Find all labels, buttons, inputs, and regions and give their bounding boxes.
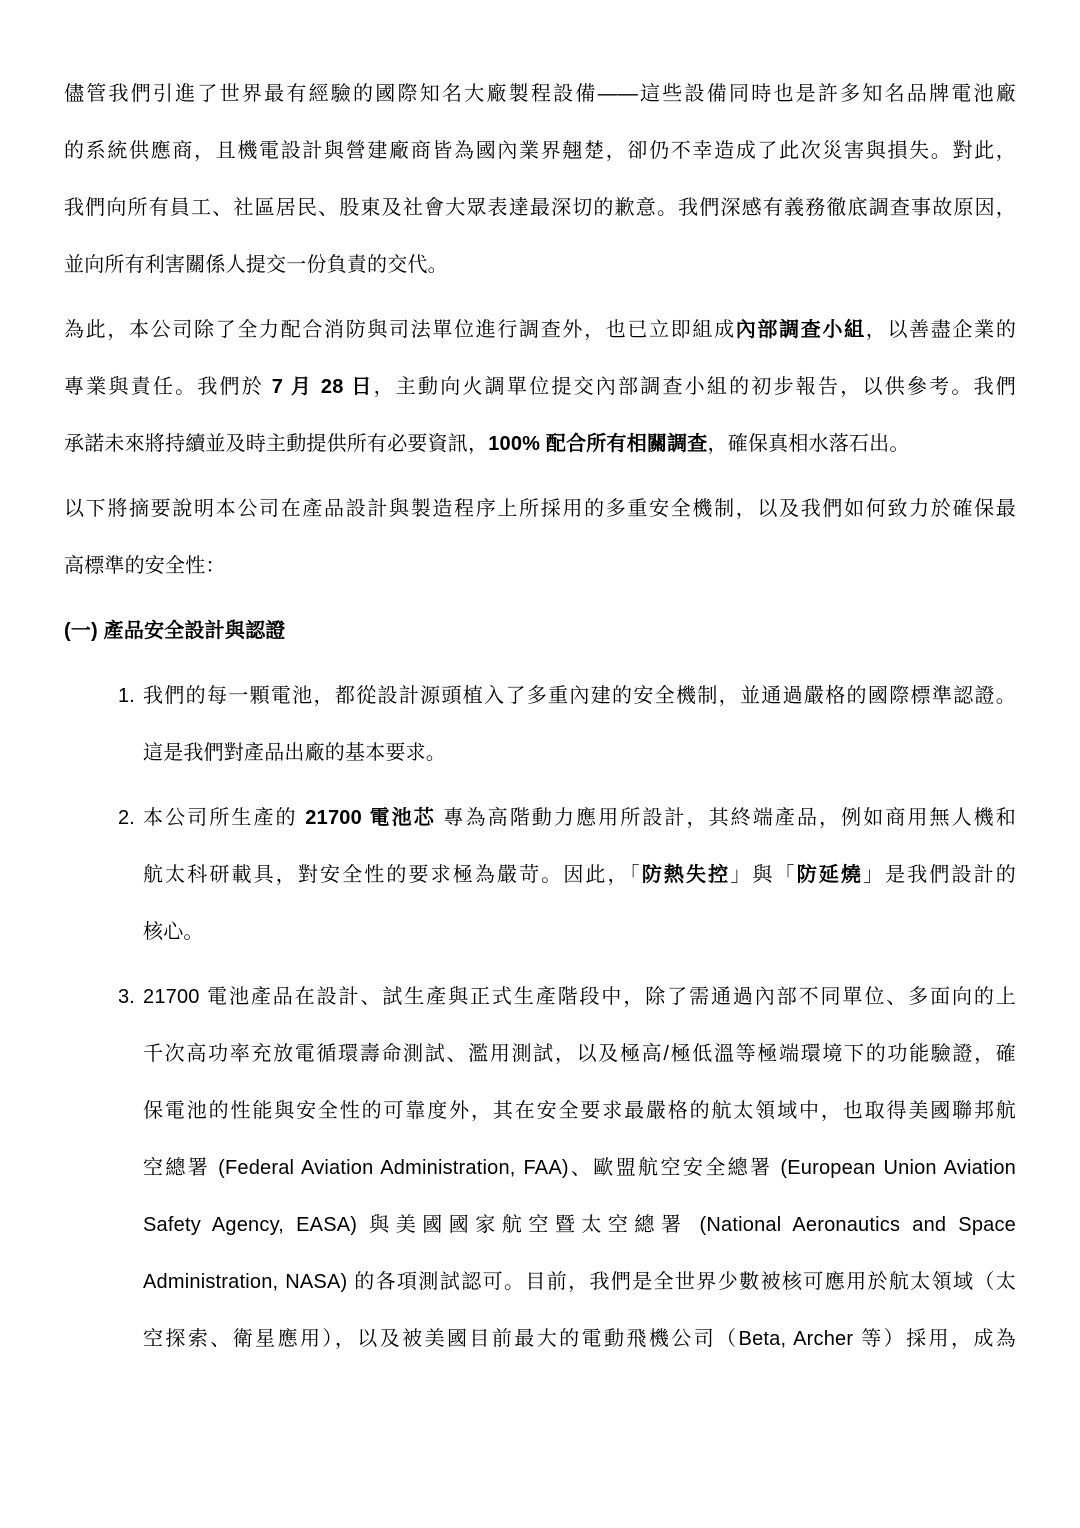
text-run: 空探索、衛星應用），以及被美國目前最大的電動飛機公司（Beta, Archer 等）採用，成為 [143, 1328, 1016, 1350]
text-run: 這是我們對產品出廠的基本要求。 [143, 742, 446, 764]
text-run: 並向所有利害關係人提交一份負責的交代。 [64, 254, 448, 276]
list-item [64, 969, 1016, 1368]
text-run: ，以善盡企業的 [865, 319, 1017, 341]
text-run: 」與「 [730, 864, 797, 886]
list-item-marker: 2. [118, 807, 135, 829]
text-run: 保電池的性能與安全性的可靠度外，其在安全要求最嚴格的航太領域中，也取得美國聯邦航 [143, 1100, 1016, 1122]
text-line [143, 790, 1016, 847]
text-line [143, 668, 1016, 725]
list-item [64, 668, 1016, 782]
bold-text-run: (一) 產品安全設計與認證 [64, 620, 286, 642]
bold-text-run: 100% 配合所有相關調查 [488, 433, 708, 455]
text-line [64, 416, 1016, 473]
text-run: 以下將摘要說明本公司在產品設計與製造程序上所採用的多重安全機制，以及我們如何致力於確保最 [64, 498, 1016, 520]
paragraph [64, 66, 1016, 294]
text-run: 我們的每一顆電池，都從設計源頭植入了多重內建的安全機制，並通過嚴格的國際標準認證。 [143, 685, 1016, 707]
text-line [143, 1140, 1016, 1197]
text-run: ，主動向火調單位提交內部調查小組的初步報告，以供參考。我們 [373, 376, 1017, 398]
list-item-marker: 1. [118, 685, 135, 707]
text-line [64, 237, 1016, 294]
text-line [143, 1254, 1016, 1311]
bold-text-run: 防熱失控 [641, 864, 731, 886]
text-line [64, 180, 1016, 237]
text-run: 專業與責任。我們於 [64, 376, 272, 398]
text-run: Safety Agency, EASA) 與美國國家航空暨太空總署 (National Aeronautics and Space [143, 1214, 1016, 1236]
text-run: 21700 電池產品在設計、試生產與正式生產階段中，除了需通過內部不同單位、多面向的上 [143, 986, 1016, 1008]
text-line [64, 603, 1016, 660]
text-run: 千次高功率充放電循環壽命測試、濫用測試，以及極高/極低溫等極端環境下的功能驗證，確 [143, 1043, 1016, 1065]
text-run: 承諾未來將持續並及時主動提供所有必要資訊， [64, 433, 489, 455]
text-run: 核心。 [143, 921, 204, 943]
bold-text-run: 7 月 28 日 [271, 376, 374, 398]
text-run: 」是我們設計的 [863, 864, 1016, 886]
list-item-marker: 3. [118, 986, 135, 1008]
text-line [143, 969, 1016, 1026]
text-line [143, 904, 1016, 961]
text-line [143, 1026, 1016, 1083]
text-run: 空總署 (Federal Aviation Administration, FAA)、歐盟航空安全總署 (European Union Aviation [143, 1157, 1016, 1179]
text-run: 本公司所生產的 [143, 807, 306, 829]
text-line [64, 481, 1016, 538]
text-run: 我們向所有員工、社區居民、股東及社會大眾表達最深切的歉意。我們深感有義務徹底調查事故原因， [64, 197, 1016, 219]
paragraph [64, 481, 1016, 595]
text-line [64, 302, 1016, 359]
text-run: 航太科研載具，對安全性的要求極為嚴苛。因此，「 [143, 864, 642, 886]
text-run: ，確保真相水落石出。 [707, 433, 910, 455]
text-line [143, 1311, 1016, 1368]
list-item [64, 790, 1016, 961]
section-heading [64, 603, 1016, 660]
text-run: 儘管我們引進了世界最有經驗的國際知名大廠製程設備——這些設備同時也是許多知名品牌電池廠 [64, 83, 1016, 105]
text-run: 高標準的安全性： [64, 555, 226, 577]
text-line [64, 66, 1016, 123]
paragraph [64, 302, 1016, 473]
text-run: 專為高階動力應用所設計，其終端產品，例如商用無人機和 [435, 807, 1016, 829]
text-line [143, 725, 1016, 782]
text-run: 為此，本公司除了全力配合消防與司法單位進行調查外，也已立即組成 [64, 319, 736, 341]
text-line [64, 538, 1016, 595]
document-body [64, 66, 1016, 1368]
text-line [143, 847, 1016, 904]
text-line [64, 359, 1016, 416]
text-run: Administration, NASA) 的各項測試認可。目前，我們是全世界少數被核可應用於航太領域（太 [143, 1271, 1016, 1293]
text-line [143, 1083, 1016, 1140]
bold-text-run: 21700 電池芯 [305, 807, 436, 829]
text-line [143, 1197, 1016, 1254]
text-run: 的系統供應商，且機電設計與營建廠商皆為國內業界翹楚，卻仍不幸造成了此次災害與損失。對此， [64, 140, 1016, 162]
bold-text-run: 內部調查小組 [735, 319, 866, 341]
text-line [64, 123, 1016, 180]
bold-text-run: 防延燒 [796, 864, 864, 886]
